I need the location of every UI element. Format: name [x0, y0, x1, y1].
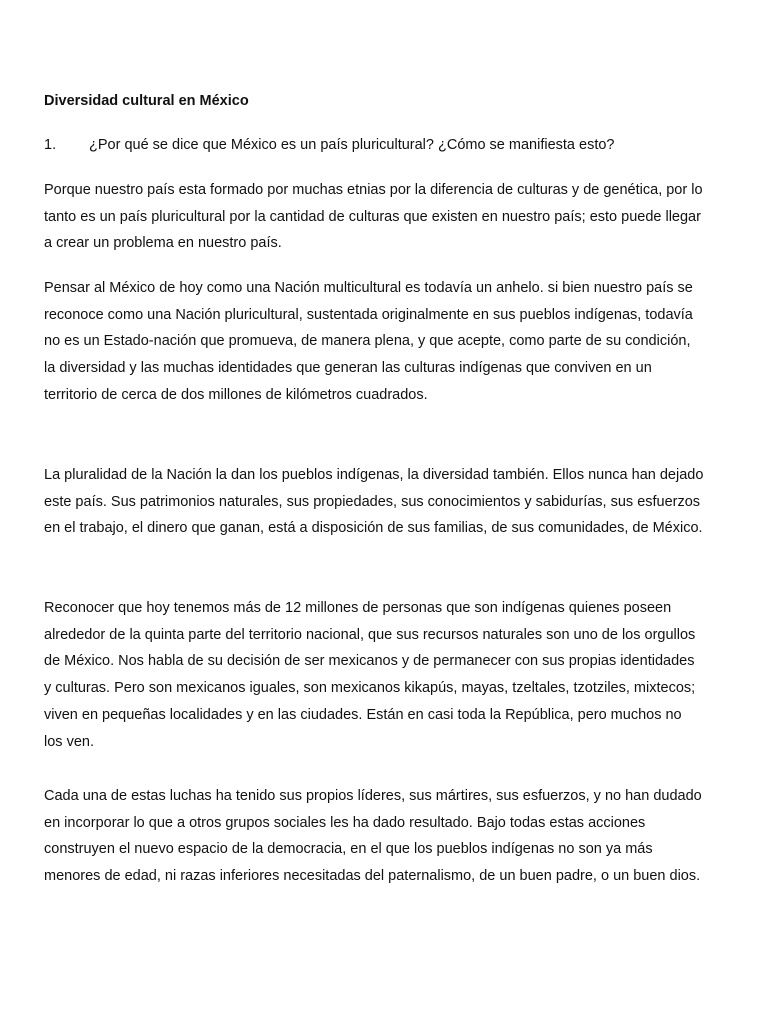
paragraph-luchas: Cada una de estas luchas ha tenido sus propios líderes, sus mártires, sus esfuerzos, y no han dudado en incorporar lo que a otros grupos sociales les ha dado resultado. Bajo todas estas acciones construyen el nuevo espacio de la democracia, en el que los pueblos indígenas no son ya más menores de edad, ni razas inferiores necesitadas del paternalismo, de un buen padre, o un buen dios. — [44, 788, 702, 885]
document-title: Diversidad cultural en México — [44, 93, 249, 109]
question-text: ¿Por qué se dice que México es un país pluricultural? ¿Cómo se manifiesta esto? — [89, 137, 615, 153]
question-number: 1. — [44, 137, 57, 153]
paragraph-pluralidad: La pluralidad de la Nación la dan los pueblos indígenas, la diversidad también. Ellos nunca han dejado este país. Sus patrimonios naturales, sus propiedades, sus conocimientos y sabidurías, sus esfuerzos en el trabajo, el dinero que ganan, está a disposición de sus familias, de sus comunidades, de México. — [44, 467, 704, 537]
question-item — [44, 135, 614, 155]
paragraph-answer: Porque nuestro país esta formado por muchas etnias por la diferencia de culturas y de genética, por lo tanto es un país pluricultural por la cantidad de culturas que existen en nuestro país; esto puede llegar a crear un problema en nuestro país. — [44, 182, 703, 252]
paragraph-multicultural: Pensar al México de hoy como una Nación multicultural es todavía un anhelo. si bien nuestro país se reconoce como una Nación pluricultural, sustentada originalmente en sus pueblos indígenas, todavía no es un Estado-nación que promueva, de manera plena, y que acepte, como parte de su condición, la diversidad y las muchas identidades que generan las culturas indígenas que conviven en un territorio de cerca de dos millones de kilómetros cuadrados. — [44, 280, 693, 403]
paragraph-reconocer: Reconocer que hoy tenemos más de 12 millones de personas que son indígenas quienes poseen alrededor de la quinta parte del territorio nacional, que sus recursos naturales son uno de los orgullos de México. Nos habla de su decisión de ser mexicanos y de permanecer con sus propias identidades y culturas. Pero son mexicanos iguales, son mexicanos kikapús, mayas, tzeltales, tzotziles, mixtecos; viven en pequeñas localidades y en las ciudades. Están en casi toda la República, pero muchos no los ven. — [44, 600, 696, 750]
